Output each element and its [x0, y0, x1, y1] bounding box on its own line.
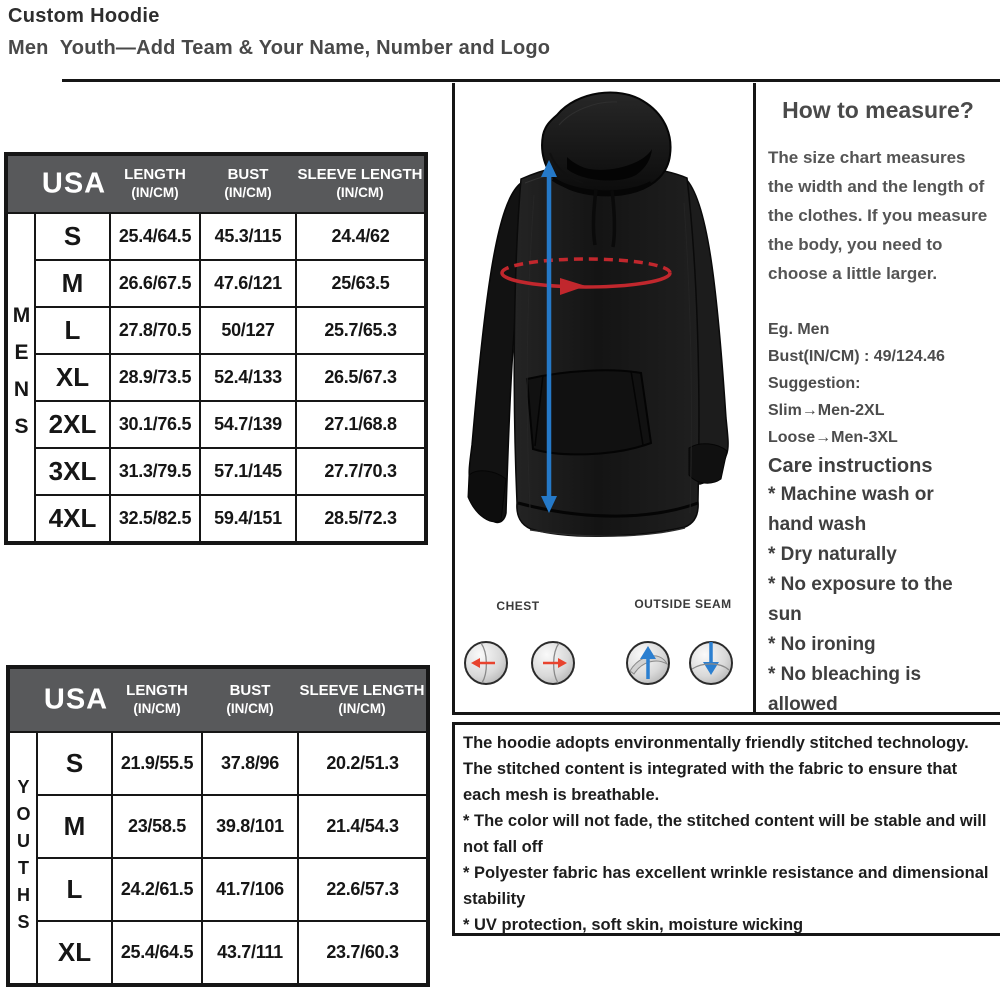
- measure-method-icons: [463, 627, 745, 703]
- care-item: * No exposure to the sun: [768, 574, 953, 625]
- table-cell-sleeve: 25/63.5: [297, 261, 424, 306]
- chest-measure-right-icon: [532, 642, 574, 684]
- usa-header: USA: [41, 167, 107, 200]
- page-title: Custom Hoodie: [8, 5, 160, 27]
- sleeve-column-header: SLEEVE LENGTH (IN/CM): [299, 682, 425, 716]
- table-cell-bust: 37.8/96: [203, 733, 297, 794]
- table-cell-bust: 59.4/151: [201, 496, 295, 541]
- table-cell-sleeve: 28.5/72.3: [297, 496, 424, 541]
- table-cell-size: 4XL: [36, 496, 109, 541]
- table-cell-sleeve: 23.7/60.3: [299, 922, 426, 983]
- outside-seam-label: OUTSIDE SEAM: [634, 597, 732, 611]
- how-to-measure-paragraph: The size chart measures the width and the length of the clothes. If you measure the body, you need to choose a little larger.: [768, 148, 988, 283]
- hoodie-image-pane: [455, 83, 756, 712]
- table-cell-sleeve: 27.7/70.3: [297, 449, 424, 494]
- table-cell-length: 31.3/79.5: [111, 449, 199, 494]
- product-diagram-box: [452, 83, 1000, 715]
- table-cell-sleeve: 20.2/51.3: [299, 733, 426, 794]
- care-instructions-block: [768, 455, 982, 720]
- table-cell-size: M: [38, 796, 111, 857]
- table-cell-size: 3XL: [36, 449, 109, 494]
- outside-seam-down-icon: [690, 642, 732, 684]
- example-line: Suggestion:: [768, 375, 861, 392]
- mens-group-label: MENS: [8, 214, 34, 541]
- table-cell-bust: 57.1/145: [201, 449, 295, 494]
- product-description-box: [452, 722, 1000, 936]
- example-line: Bust(IN/CM) : 49/124.46: [768, 348, 945, 365]
- table-cell-sleeve: 25.7/65.3: [297, 308, 424, 353]
- table-cell-length: 21.9/55.5: [113, 733, 201, 794]
- table-cell-bust: 50/127: [201, 308, 295, 353]
- table-cell-size: XL: [36, 355, 109, 400]
- hoodie-product-image: [455, 83, 753, 593]
- table-cell-bust: 54.7/139: [201, 402, 295, 447]
- mens-table-header: [8, 156, 424, 212]
- description-line: * The color will not fade, the stitched content will be stable and will not fall off: [463, 812, 987, 856]
- length-column-header: LENGTH (IN/CM): [124, 166, 186, 200]
- table-cell-length: 32.5/82.5: [111, 496, 199, 541]
- header-divider-rule: [62, 79, 1000, 82]
- table-cell-length: 27.8/70.5: [111, 308, 199, 353]
- table-cell-length: 25.4/64.5: [111, 214, 199, 259]
- chest-measure-left-icon: [465, 642, 507, 684]
- table-cell-size: M: [36, 261, 109, 306]
- table-cell-size: 2XL: [36, 402, 109, 447]
- care-item: * Machine wash or hand wash: [768, 484, 934, 535]
- table-cell-bust: 45.3/115: [201, 214, 295, 259]
- description-line: The hoodie adopts environmentally friendly stitched technology. The stitched content is integrated with the fabric to ensure that each mesh is breathable.: [463, 734, 969, 804]
- example-line: Eg. Men: [768, 321, 830, 338]
- usa-header: USA: [43, 683, 109, 716]
- table-cell-bust: 39.8/101: [203, 796, 297, 857]
- outside-seam-up-icon: [627, 642, 669, 684]
- table-cell-size: S: [38, 733, 111, 794]
- sizing-example-block: [768, 316, 945, 451]
- care-item: * Dry naturally: [768, 544, 897, 565]
- youths-table-header: [10, 669, 426, 731]
- care-instructions-heading: Care instructions: [768, 455, 933, 477]
- example-line: Slim→Men-2XL: [768, 402, 885, 419]
- table-cell-bust: 43.7/111: [203, 922, 297, 983]
- table-cell-bust: 41.7/106: [203, 859, 297, 920]
- example-line: Loose→Men-3XL: [768, 429, 898, 446]
- table-cell-length: 28.9/73.5: [111, 355, 199, 400]
- description-line: * UV protection, soft skin, moisture wicking: [463, 916, 804, 934]
- table-cell-length: 30.1/76.5: [111, 402, 199, 447]
- table-cell-sleeve: 26.5/67.3: [297, 355, 424, 400]
- table-cell-size: L: [36, 308, 109, 353]
- table-cell-size: XL: [38, 922, 111, 983]
- table-cell-sleeve: 21.4/54.3: [299, 796, 426, 857]
- page-subtitle: Men Youth—Add Team & Your Name, Number and Logo: [8, 37, 551, 59]
- table-cell-size: L: [38, 859, 111, 920]
- sleeve-column-header: SLEEVE LENGTH (IN/CM): [297, 166, 423, 200]
- youths-group-label: YOUTHS: [10, 733, 36, 983]
- table-cell-bust: 47.6/121: [201, 261, 295, 306]
- care-item: * No ironing: [768, 634, 876, 655]
- bust-column-header: BUST (IN/CM): [224, 166, 272, 200]
- table-cell-length: 24.2/61.5: [113, 859, 201, 920]
- table-cell-length: 26.6/67.5: [111, 261, 199, 306]
- table-cell-length: 25.4/64.5: [113, 922, 201, 983]
- table-cell-size: S: [36, 214, 109, 259]
- bust-column-header: BUST (IN/CM): [226, 682, 274, 716]
- description-line: * Polyester fabric has excellent wrinkle resistance and dimensional stability: [463, 864, 989, 908]
- chest-label: CHEST: [496, 599, 540, 613]
- table-cell-sleeve: 24.4/62: [297, 214, 424, 259]
- table-cell-sleeve: 27.1/68.8: [297, 402, 424, 447]
- mens-size-table: [4, 152, 428, 545]
- table-cell-bust: 52.4/133: [201, 355, 295, 400]
- table-cell-sleeve: 22.6/57.3: [299, 859, 426, 920]
- table-cell-length: 23/58.5: [113, 796, 201, 857]
- how-to-measure-panel: [756, 83, 1000, 715]
- how-to-measure-heading: How to measure?: [782, 97, 974, 123]
- care-item: * No bleaching is allowed: [768, 664, 922, 715]
- length-column-header: LENGTH (IN/CM): [126, 682, 188, 716]
- youths-size-table: [6, 665, 430, 987]
